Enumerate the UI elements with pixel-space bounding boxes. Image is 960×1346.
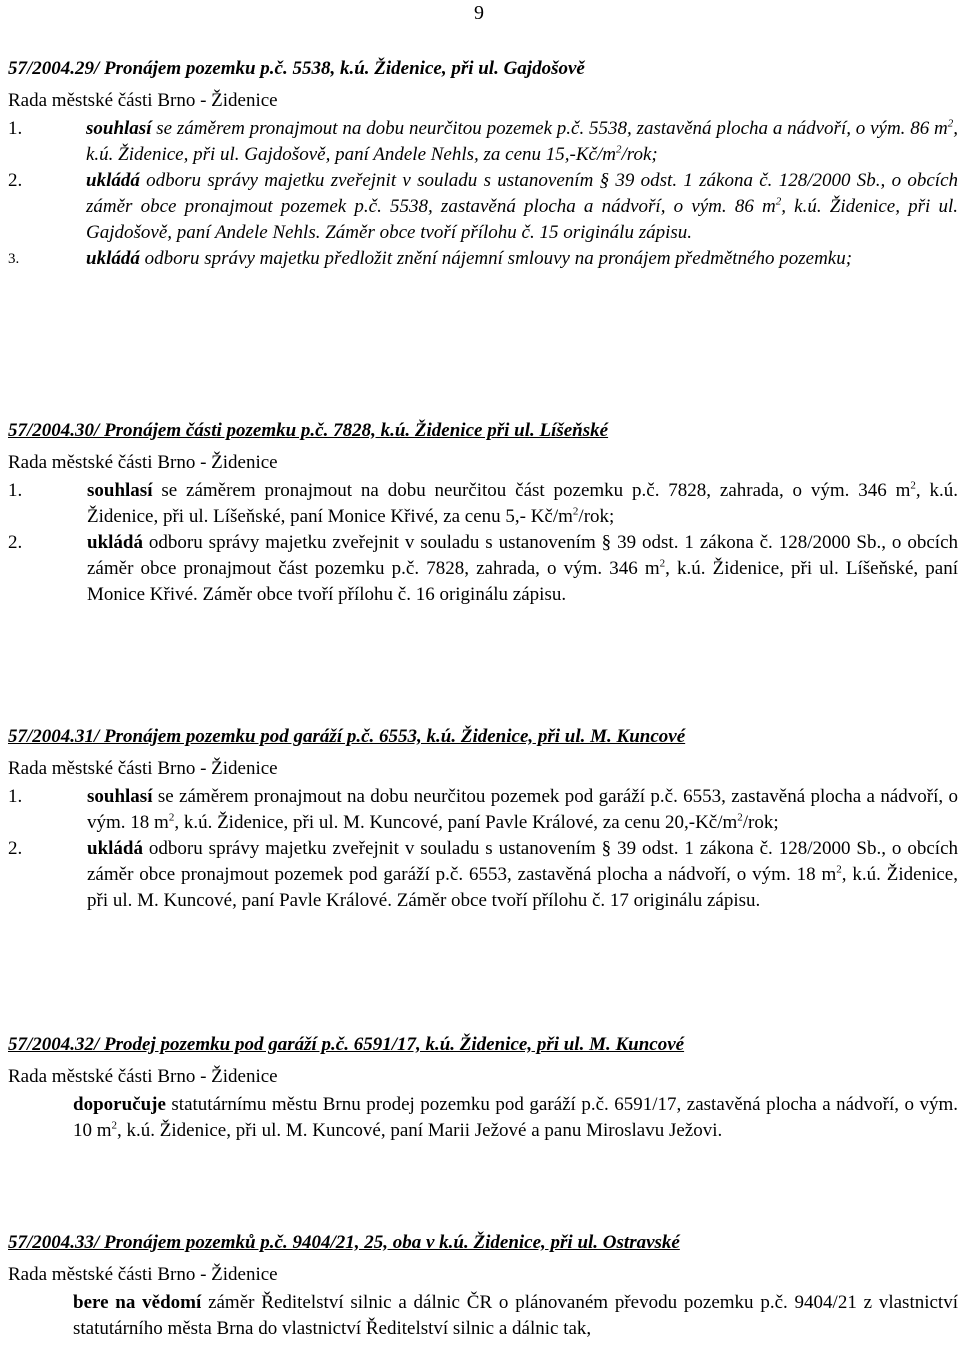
council-label: Rada městské části Brno - Židenice	[8, 758, 278, 779]
section-heading: 57/2004.31/ Pronájem pozemku pod garáží p.č. 6553, k.ú. Židenice, při ul. M. Kuncové	[8, 726, 686, 747]
item-verb: souhlasí	[87, 786, 153, 807]
section-heading: 57/2004.32/ Prodej pozemku pod garáží p.č. 6591/17, k.ú. Židenice, při ul. M. Kuncové	[8, 1034, 685, 1055]
item-verb: bere na vědomí	[73, 1292, 202, 1313]
council-label: Rada městské části Brno - Židenice	[8, 452, 278, 473]
section-heading: 57/2004.30/ Pronájem části pozemku p.č. 7828, k.ú. Židenice při ul. Líšeňské	[8, 420, 609, 441]
resolution-section-30	[8, 418, 958, 608]
item-text: souhlasí se záměrem pronajmout na dobu neurčitou část pozemku p.č. 7828, zahrada, o vým. 346 $m^2$, k.ú. Židenice, při ul. Líšeňské, paní Monice Křivé, za cenu 5,- $Kč/m^2$/rok;	[87, 479, 959, 527]
item-number: 1.	[8, 118, 23, 139]
section-heading: 57/2004.29/ Pronájem pozemku p.č. 5538, k.ú. Židenice, při ul. Gajdošově	[8, 58, 585, 79]
resolution-item	[8, 116, 958, 168]
council-label: Rada městské části Brno - Židenice	[8, 90, 278, 111]
item-number: 2.	[8, 532, 23, 553]
item-verb: ukládá	[87, 532, 143, 553]
section-heading: 57/2004.33/ Pronájem pozemků p.č. 9404/21, 25, oba v k.ú. Židenice, při ul. Ostravské	[8, 1232, 680, 1253]
resolution-section-33	[8, 1230, 958, 1342]
item-number: 3.	[8, 251, 20, 267]
item-verb: ukládá	[86, 170, 140, 191]
resolution-item	[8, 478, 958, 530]
resolution-section-29	[8, 56, 958, 272]
resolution-item	[8, 530, 958, 608]
resolution-item	[8, 246, 958, 272]
item-verb: souhlasí	[86, 118, 152, 139]
resolution-section-32	[8, 1032, 958, 1144]
item-verb: ukládá	[86, 248, 140, 269]
item-text: ukládá odboru správy majetku zveřejnit v souladu s ustanovením § 39 odst. 1 zákona č. 128/2000 Sb., o obcích záměr obce pronajmout pozemek p.č. 5538, zastavěná plocha a nádvoří, o vým. 86 $m^2$, k.ú. Židenice, při ul. Gajdošově, paní Andele Nehls. Záměr obce tvoří přílohu č. 15 originálu zápisu.	[86, 170, 958, 243]
item-number: 2.	[8, 170, 23, 191]
item-verb: ukládá	[87, 838, 143, 859]
item-text: ukládá odboru správy majetku zveřejnit v souladu s ustanovením § 39 odst. 1 zákona č. 128/2000 Sb., o obcích záměr obce pronajmout pozemek pod garáží p.č. 6553, zastavěná plocha a nádvoří, o vým. 18 $m^2$, k.ú. Židenice, při ul. M. Kuncové, paní Pavle Králové. Záměr obce tvoří přílohu č. 17 originálu zápisu.	[87, 838, 958, 911]
council-label: Rada městské části Brno - Židenice	[8, 1264, 278, 1285]
resolution-section-31	[8, 724, 958, 914]
resolution-item	[8, 784, 958, 836]
resolution-text: bere na vědomí záměr Ředitelství silnic a dálnic ČR o plánovaném převodu pozemku p.č. 9404/21 z vlastnictví statutárního města Brna do vlastnictví Ředitelství silnic a dálnic tak,	[73, 1292, 958, 1339]
item-text: souhlasí se záměrem pronajmout na dobu neurčitou pozemek p.č. 5538, zastavěná plocha a nádvoří, o vým. 86 $m^2$, k.ú. Židenice, při ul. Gajdošově, paní Andele Nehls, za cenu $15,-Kč/m^2$/rok;	[86, 117, 958, 165]
item-number: 1.	[8, 480, 23, 501]
item-number: 1.	[8, 786, 23, 807]
resolution-item	[8, 168, 958, 246]
council-label: Rada městské části Brno - Židenice	[8, 1066, 278, 1087]
resolution-item	[8, 836, 958, 914]
resolution-text: doporučuje statutárnímu městu Brnu prodej pozemku pod garáží p.č. 6591/17, zastavěná plocha a nádvoří, o vým. 10 $m^2$, k.ú. Židenice, při ul. M. Kuncové, paní Marii Ježové a panu Miroslavu Ježovi.	[73, 1094, 958, 1141]
page-number: 9	[474, 2, 484, 24]
item-number: 2.	[8, 838, 23, 859]
item-text: ukládá odboru správy majetku zveřejnit v souladu s ustanovením § 39 odst. 1 zákona č. 128/2000 Sb., o obcích záměr obce pronajmout část pozemku p.č. 7828, zahrada, o vým. 346 $m^2$, k.ú. Židenice, při ul. Líšeňské, paní Monice Křivé. Záměr obce tvoří přílohu č. 16 originálu zápisu.	[87, 532, 958, 605]
item-verb: souhlasí	[87, 480, 153, 501]
item-text: ukládá odboru správy majetku předložit znění nájemní smlouvy na pronájem předmětného pozemku;	[86, 248, 853, 269]
item-verb: doporučuje	[73, 1094, 166, 1115]
item-text: souhlasí se záměrem pronajmout na dobu neurčitou pozemek pod garáží p.č. 6553, zastavěná plocha a nádvoří, o vým. 18 $m^2$, k.ú. Židenice, při ul. M. Kuncové, paní Pavle Králové, za cenu $20,-Kč/m^2$/rok;	[87, 786, 958, 833]
